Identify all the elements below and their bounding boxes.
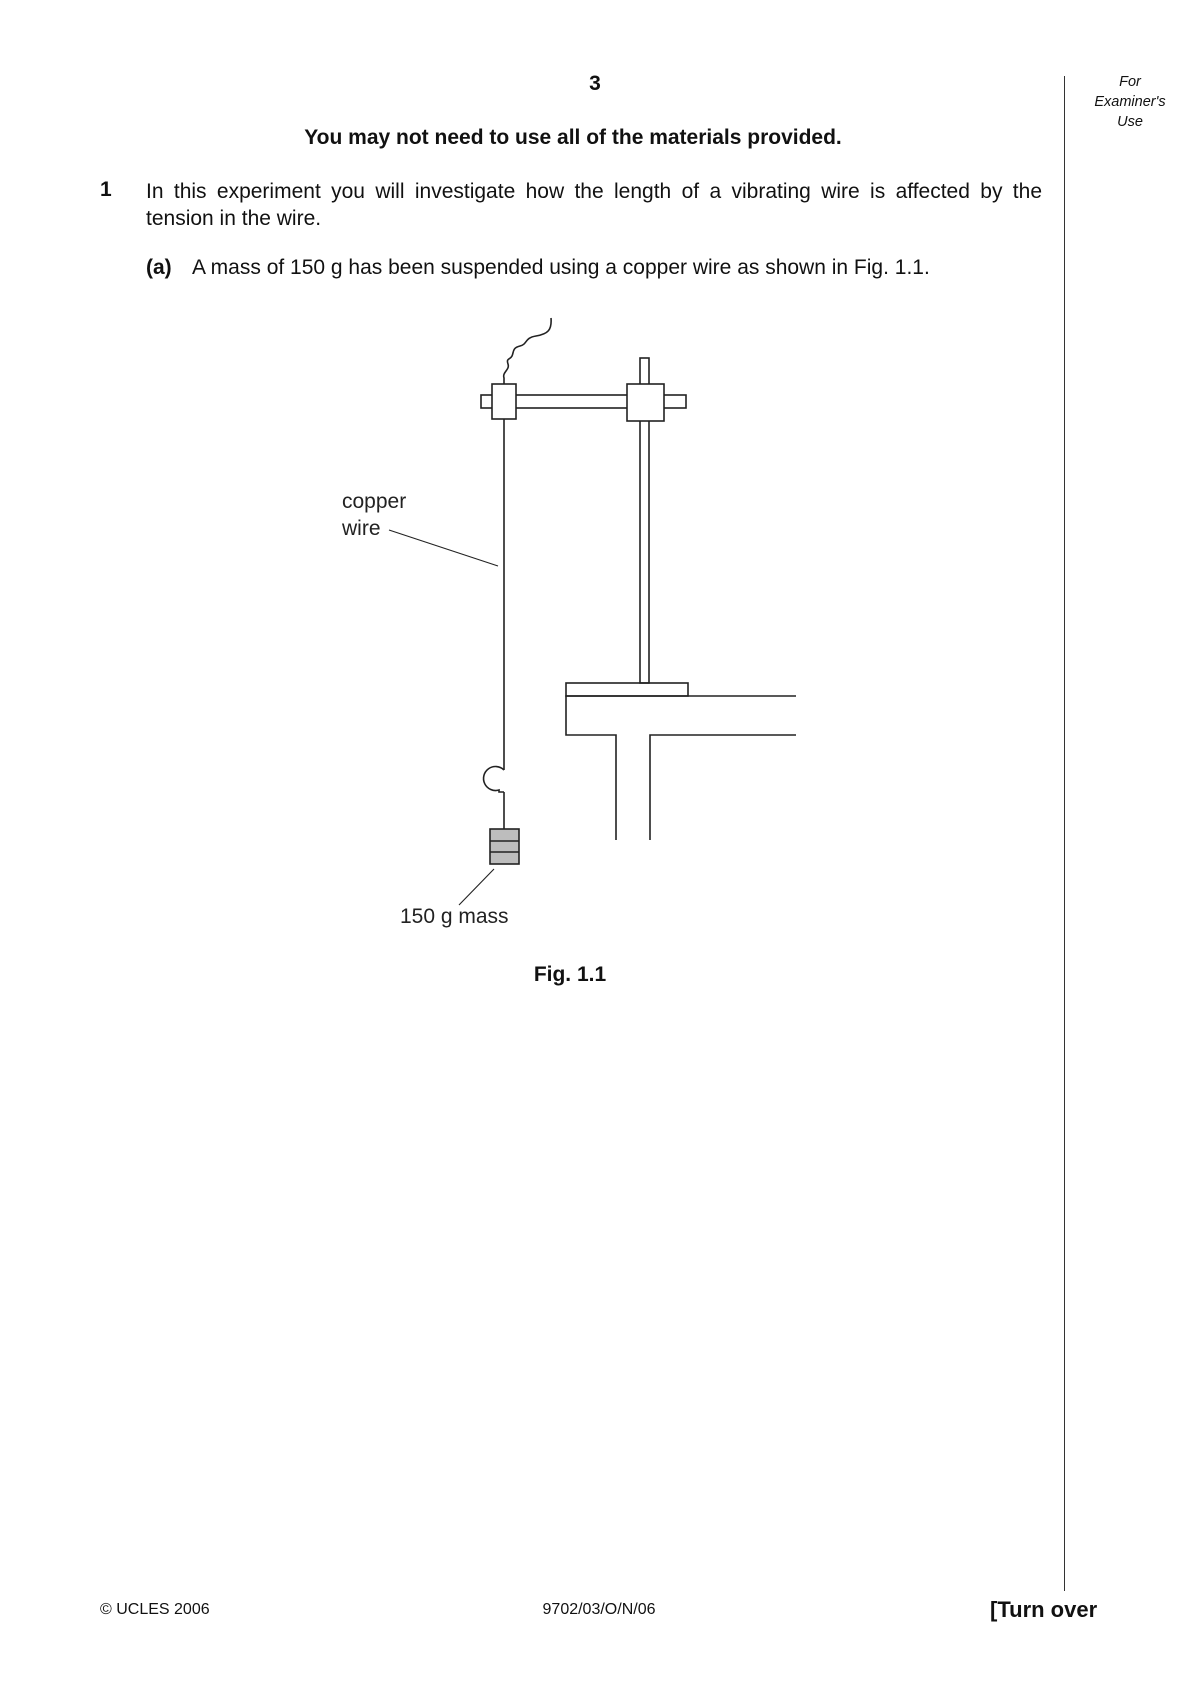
footer-copyright: © UCLES 2006 bbox=[100, 1601, 210, 1618]
footer-paper-code: 9702/03/O/N/06 bbox=[542, 1601, 656, 1618]
examiner-note-line-2: Examiner's bbox=[1094, 94, 1166, 110]
wire-free-end bbox=[504, 318, 551, 384]
materials-instruction: You may not need to use all of the materials provided. bbox=[304, 126, 842, 149]
question-number: 1 bbox=[100, 178, 112, 201]
copper-wire-label-line-1: copper bbox=[342, 490, 407, 513]
stand-clamp bbox=[627, 384, 664, 421]
wire-clamp bbox=[492, 384, 516, 419]
copper-wire-label-line-2: wire bbox=[342, 517, 381, 540]
mass-label-leader bbox=[459, 869, 494, 905]
bench-outline bbox=[566, 696, 796, 840]
turn-over-note: [Turn over bbox=[990, 1597, 1098, 1622]
stand-base bbox=[566, 683, 688, 696]
examiner-note-line-3: Use bbox=[1117, 114, 1143, 130]
part-a-label: (a) bbox=[146, 256, 172, 279]
wire-label-leader bbox=[389, 530, 498, 566]
page-number: 3 bbox=[589, 72, 601, 95]
mass-hook bbox=[484, 767, 504, 792]
figure-caption: Fig. 1.1 bbox=[533, 963, 607, 986]
examiner-note-line-1: For bbox=[1119, 74, 1141, 90]
part-a-text: A mass of 150 g has been suspended using a copper wire as shown in Fig. 1.1. bbox=[192, 256, 930, 279]
slotted-mass bbox=[490, 829, 519, 864]
mass-label: 150 g mass bbox=[400, 905, 509, 928]
question-text: In this experiment you will investigate how the length of a vibrating wire is affected by the tension in the wire. bbox=[146, 180, 1042, 230]
